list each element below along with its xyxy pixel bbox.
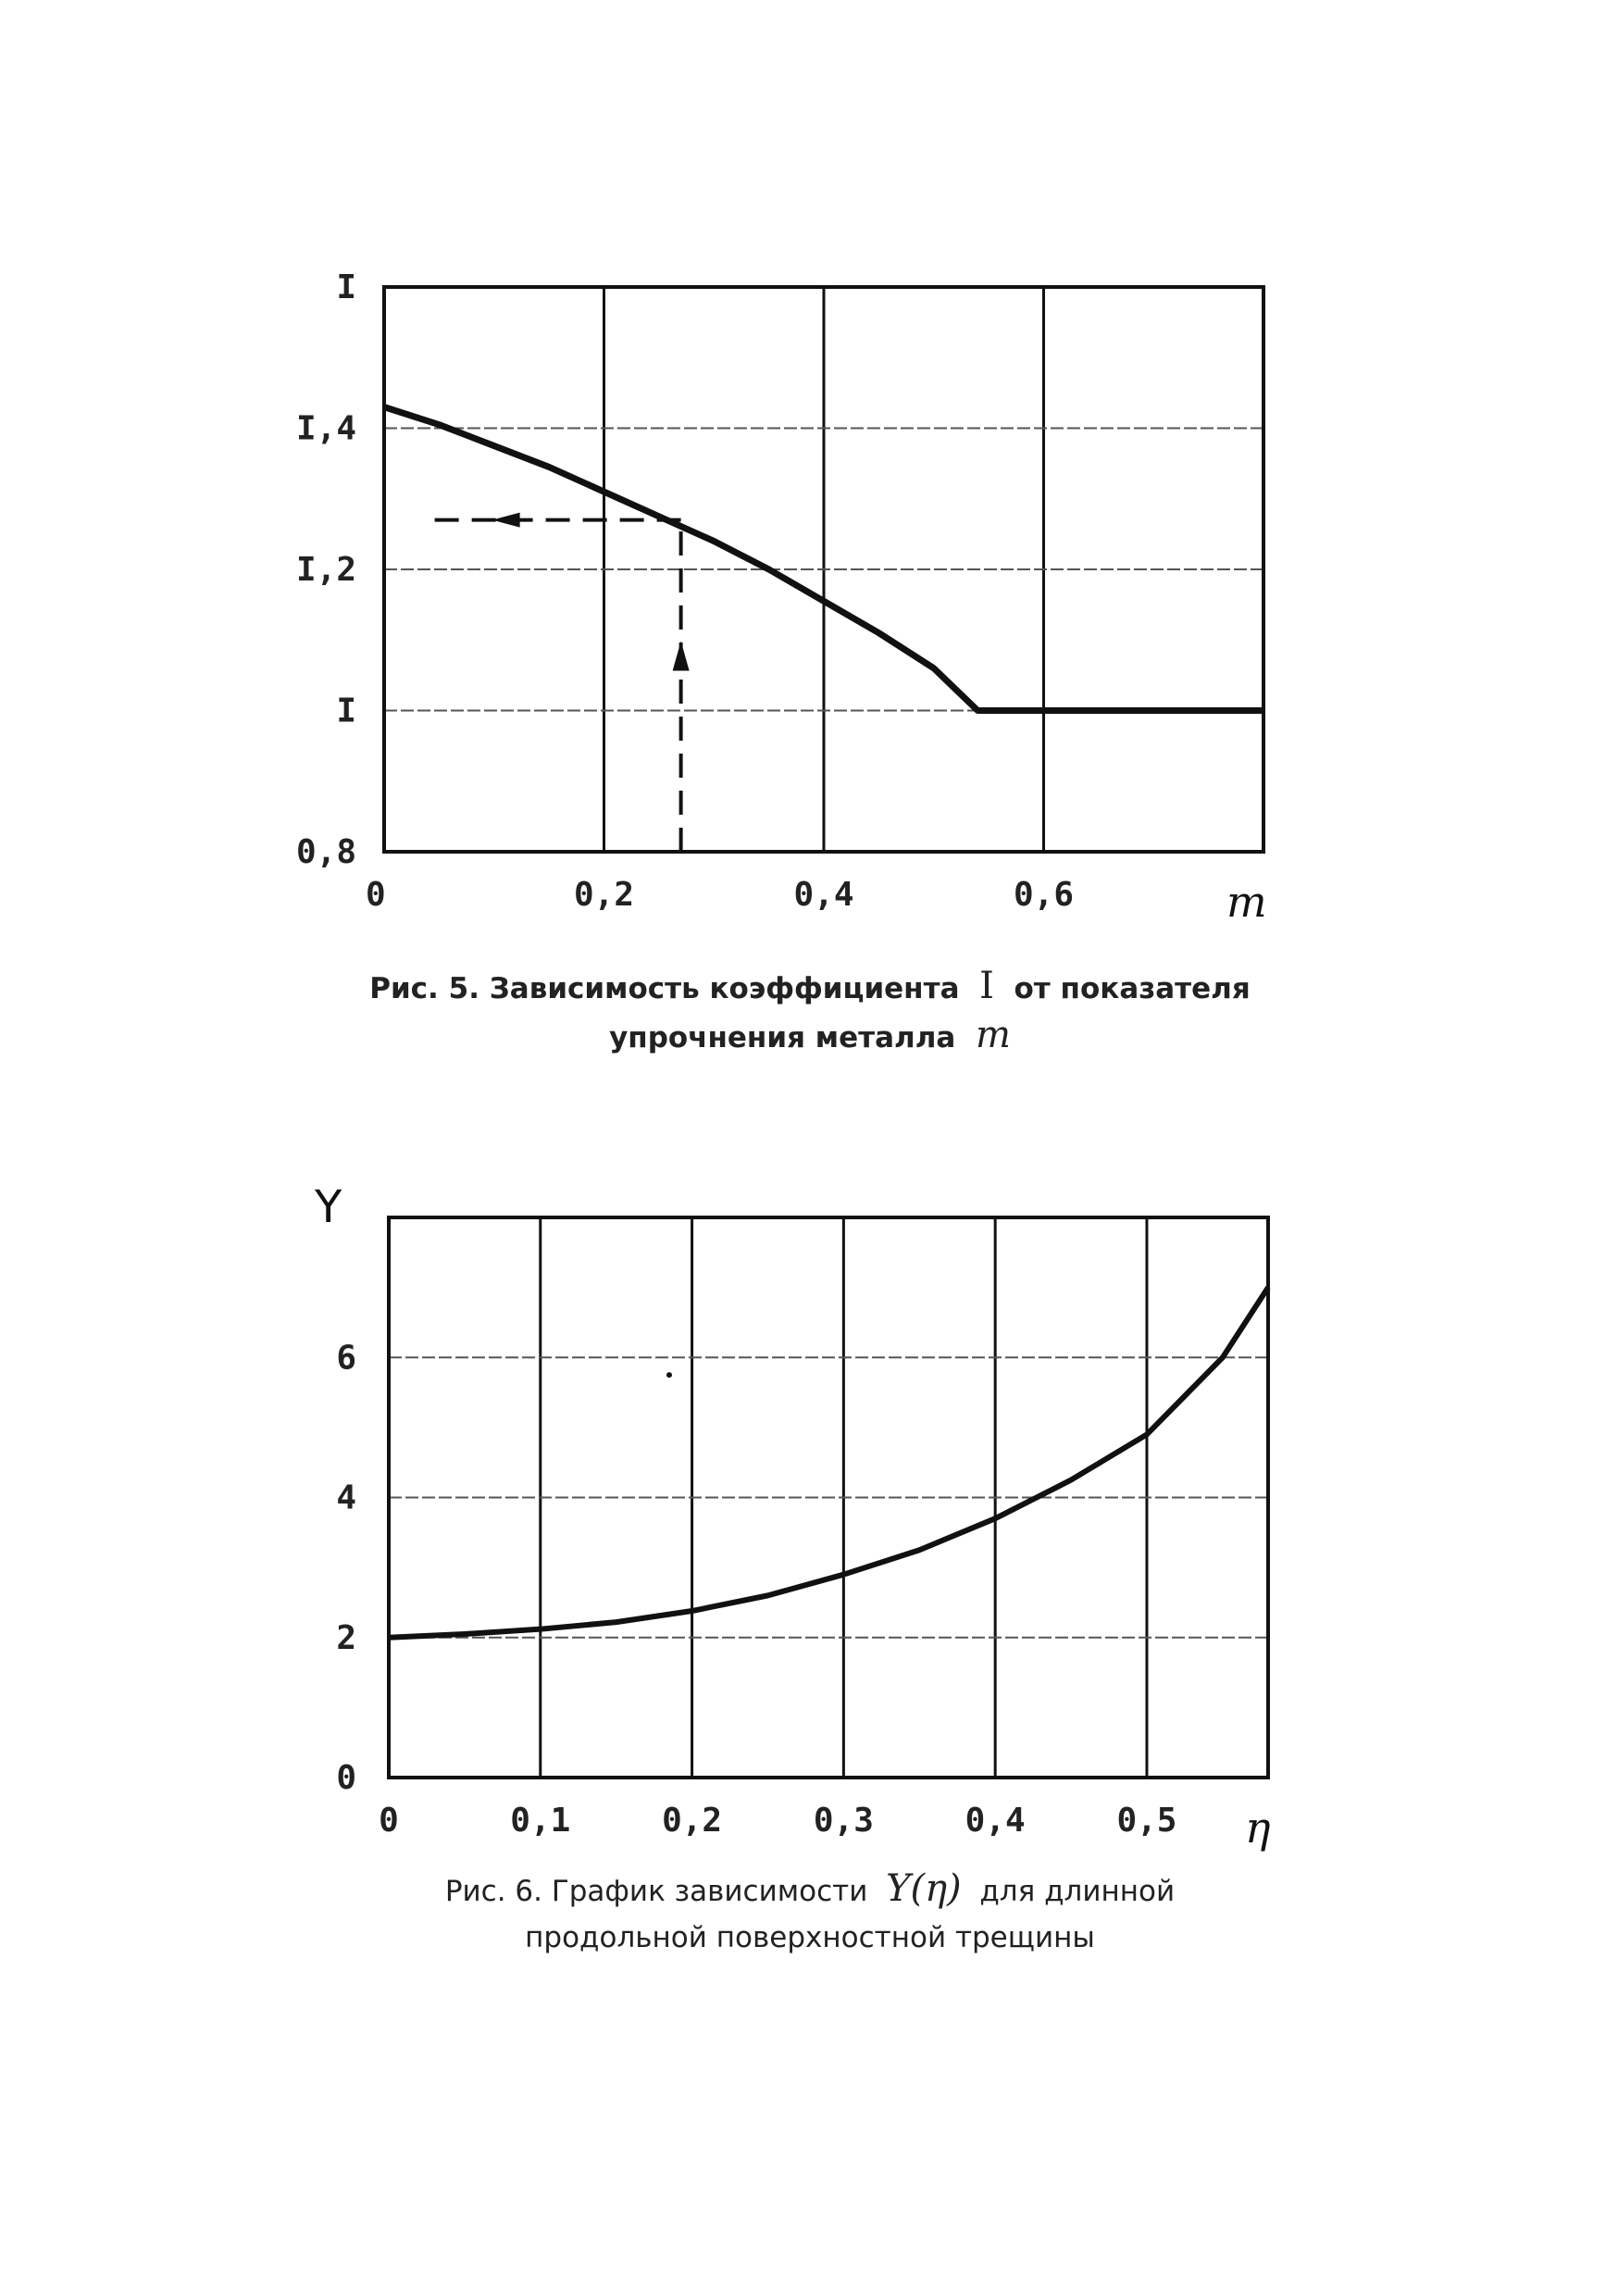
- y-tick-label-5: 0,8: [295, 833, 356, 871]
- figure-5-caption: [278, 963, 1342, 1061]
- series-line-6: [389, 1288, 1268, 1638]
- caption-5-prefix: Рис. 5. Зависимость коэффициента: [369, 972, 960, 1005]
- caption-5-middle: от показателя: [1014, 972, 1251, 1005]
- x-tick-label-6: 0,3: [813, 1802, 874, 1840]
- x-axis-label-6: η: [1245, 1803, 1271, 1853]
- x-tick-label-6: 0,1: [510, 1802, 571, 1840]
- x-tick-label-6: 0,5: [1116, 1802, 1177, 1840]
- caption-6-middle: для длинной: [979, 1875, 1176, 1908]
- x-tick-label-6: 0,4: [965, 1802, 1026, 1840]
- y-tick-label-5: I: [336, 692, 356, 730]
- x-axis-label-5: m: [1226, 877, 1267, 927]
- y-tick-label-5: I,4: [295, 409, 356, 448]
- x-tick-label-5: 0,6: [1013, 876, 1075, 914]
- x-tick-label-5: 0,2: [573, 876, 635, 914]
- y-tick-label-5: I,2: [295, 551, 356, 589]
- x-tick-label-6: 0: [379, 1802, 399, 1840]
- scan-dot: [666, 1372, 672, 1378]
- annotation-arrow-up: [673, 642, 690, 671]
- x-tick-label-5: 0: [366, 876, 386, 914]
- caption-6-symbol: Y(η): [886, 1867, 962, 1910]
- y-tick-label-6: 6: [336, 1339, 356, 1378]
- caption-6-prefix: Рис. 6. График зависимости: [444, 1875, 868, 1908]
- annotation-arrow-left: [492, 513, 520, 528]
- figure-6-caption: [278, 1866, 1342, 1961]
- x-tick-label-5: 0,4: [793, 876, 854, 914]
- y-tick-label-5: I: [336, 268, 356, 306]
- y-tick-label-6: 2: [336, 1618, 356, 1657]
- caption-5-symbol: I: [979, 965, 994, 1007]
- x-tick-label-6: 0,2: [662, 1802, 723, 1840]
- figure-6-chart: [314, 1181, 1271, 1853]
- y-tick-label-6: 4: [336, 1479, 356, 1517]
- caption-5-symbol2: m: [975, 1014, 1011, 1056]
- y-axis-label-6: Y: [315, 1181, 342, 1233]
- y-tick-label-6: 0: [336, 1759, 356, 1797]
- caption-6-line2: продольной поверхностной трещины: [525, 1921, 1095, 1954]
- figure-5-chart: [296, 268, 1267, 927]
- caption-5-line2: упрочнения металла: [609, 1021, 956, 1054]
